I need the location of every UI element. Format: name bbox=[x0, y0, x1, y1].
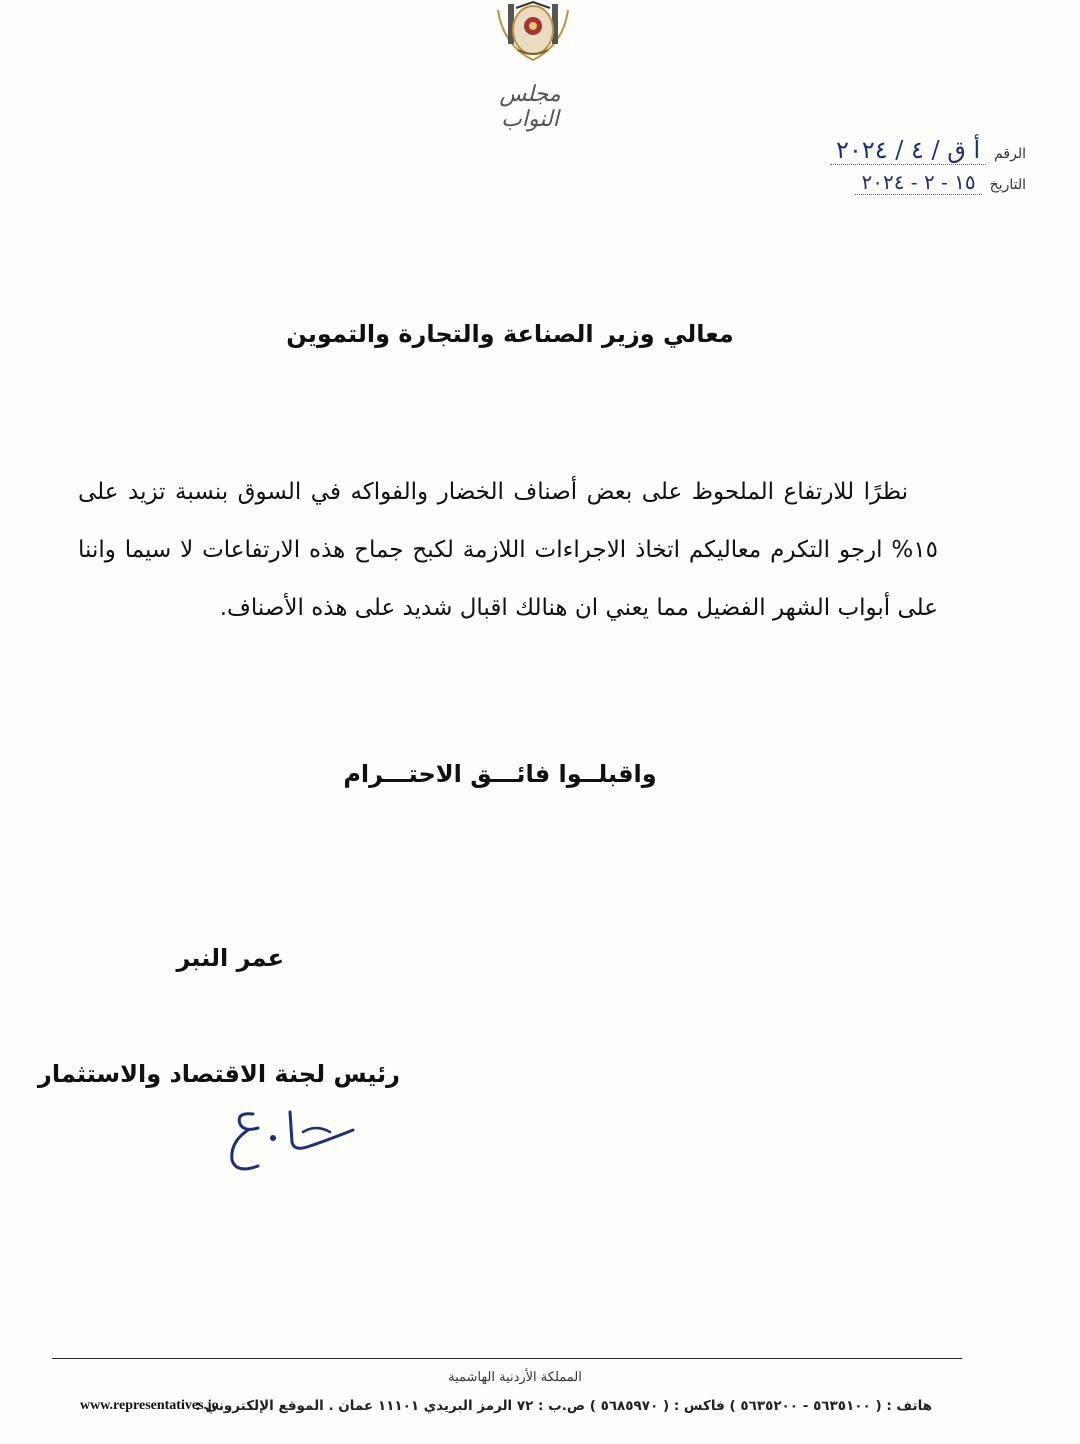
reference-number-value: أ ق / ٤ / ٢٠٢٤ bbox=[830, 136, 986, 165]
closing-salutation: واقبلــوا فائـــق الاحتـــرام bbox=[343, 760, 657, 788]
footer-website-link[interactable]: www.representatives.jo bbox=[80, 1398, 219, 1413]
reference-number-label: الرقم bbox=[994, 146, 1026, 162]
footer-kingdom-name: المملكة الأردنية الهاشمية bbox=[448, 1370, 582, 1385]
signer-name: عمر النبر bbox=[176, 944, 284, 972]
reference-date-value: ١٥ - ٢ - ٢٠٢٤ bbox=[855, 170, 981, 195]
footer-divider bbox=[52, 1358, 962, 1359]
reference-number-row bbox=[726, 136, 1026, 170]
reference-date-row bbox=[726, 170, 1026, 204]
footer-contact-info: هاتف : ( ٥٦٣٥١٠٠ - ٥٦٣٥٢٠٠ ) فاكس : ( ٥٦٨٥٩٧٠ ) ص.ب : ٧٢ الرمز البريدي ١١١٠١ عمان . الموقع الإلكتروني : bbox=[195, 1398, 932, 1414]
letter-body: نظرًا للارتفاع الملحوظ على بعض أصناف الخضار والفواكه في السوق بنسبة تزيد على ١٥% ارجو التكرم معاليكم اتخاذ الاجراءات اللازمة لكبح جماح هذه الارتفاعات لا سيما واننا على أبواب الشهر الفضيل مما يعني ان هنالك اقبال شديد على هذه الأصناف. bbox=[78, 479, 938, 621]
addressee-heading: معالي وزير الصناعة والتجارة والتموين bbox=[286, 320, 734, 348]
handwritten-signature bbox=[218, 1102, 368, 1182]
reference-block bbox=[726, 136, 1026, 204]
institution-name: مجلس النواب bbox=[499, 82, 561, 132]
signer-title: رئيس لجنة الاقتصاد والاستثمار bbox=[38, 1060, 400, 1088]
reference-date-label: التاريخ bbox=[989, 177, 1026, 193]
royal-crest-icon bbox=[488, 0, 578, 70]
